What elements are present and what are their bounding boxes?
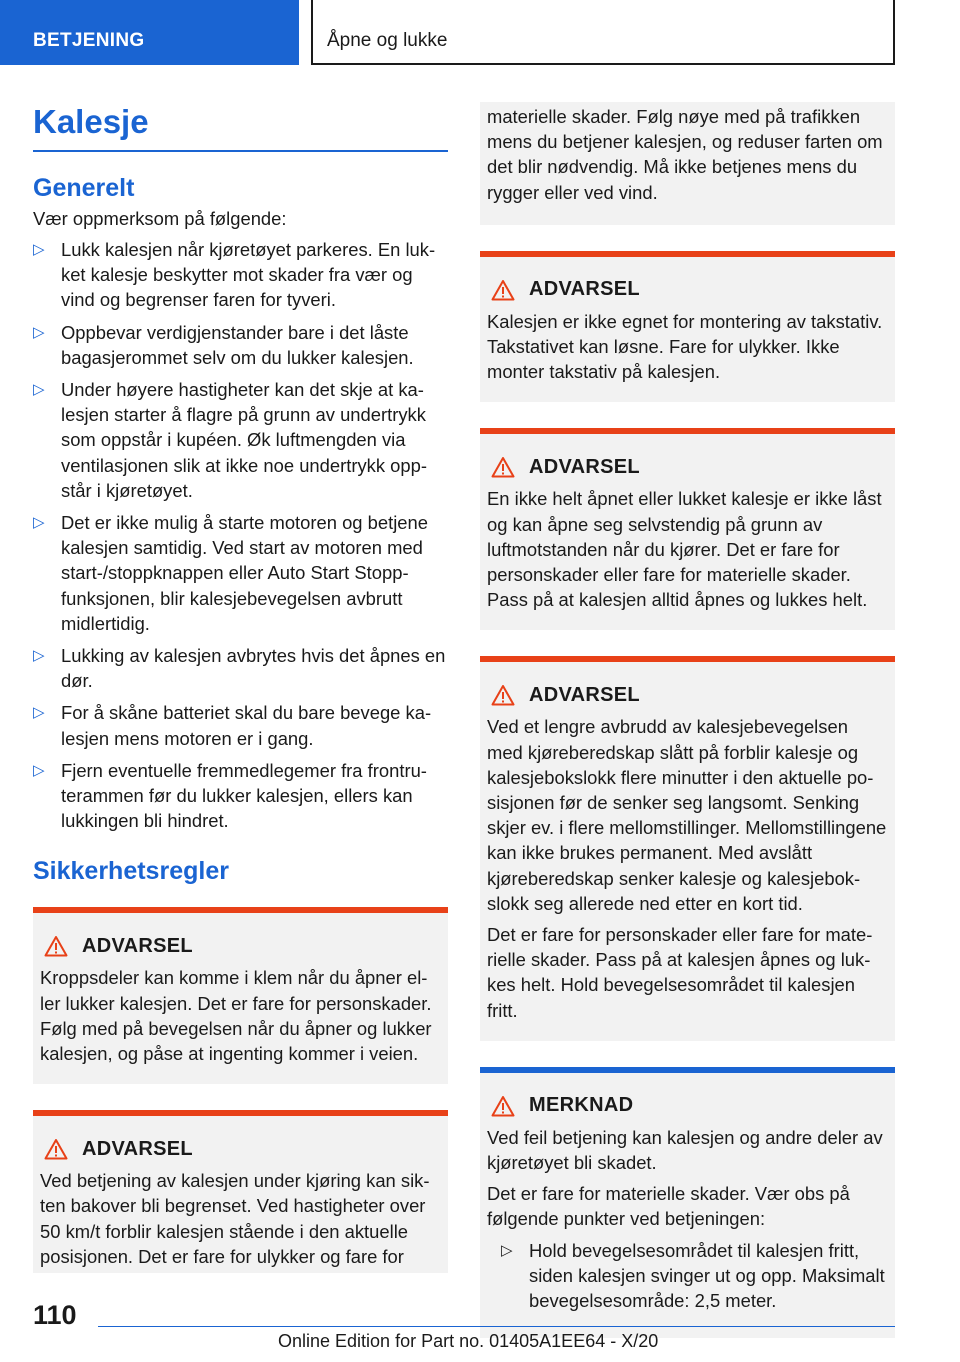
warning-label: ADVARSEL — [529, 683, 640, 706]
list-item: ▷ Fjern eventuelle fremmedlegemer fra frontruterammen før du lukker kalesjen, ellers kan lukkingen bli hindret. — [33, 759, 427, 832]
note-box — [480, 1067, 895, 1338]
warning-box — [480, 428, 895, 630]
warning-triangle-icon — [491, 279, 515, 301]
warning-label: ADVARSEL — [529, 455, 640, 478]
triangle-bullet-icon: ▷ — [33, 647, 45, 665]
warning-box — [480, 251, 895, 403]
note-label: MERKNAD — [529, 1094, 634, 1117]
list-item: ▷ Lukking av kalesjen avbrytes hvis det åpnes en dør. — [33, 645, 446, 692]
triangle-bullet-icon: ▷ — [33, 514, 45, 532]
page-title: Kalesje — [33, 100, 448, 152]
warning-text: Kroppsdeler kan komme i klem når du åpner eller lukker kalesjen. Det er fare for personskader. Følg med på bevegelsen når du åpner og lukker kalesjen, og påse at ingenting kommer i veien. — [40, 967, 432, 1065]
list-item: ▷ Lukk kalesjen når kjøretøyet parkeres. En lukket kalesje beskytter mot skader fra vær og vind og begrenser faren for tyveri. — [33, 239, 436, 311]
general-intro: Vær oppmerksom på følgende: — [33, 208, 287, 229]
warning-label: ADVARSEL — [82, 934, 193, 957]
triangle-bullet-icon: ▷ — [33, 381, 45, 399]
warning-text: materielle skader. Følg nøye med på trafikken mens du betjener kalesjen, og reduser farten om det blir nødvendig. Må ikke betjenes mens du rygger eller ved vind. — [487, 106, 883, 203]
warning-text: En ikke helt åpnet eller lukket kalesje er ikke låst og kan åpne seg selvstendig på grunn av luftmotstanden når du kjører. Det er fare for personskader eller fare for materielle skader. Pass på at kalesjen alltid åpnes og lukkes helt. — [487, 488, 882, 611]
list-item: ▷ Det er ikke mulig å starte motoren og betjene kalesjen samtidig. Ved start av motoren med start-/stoppknappen eller Auto Start Stopp-funksjonen, blir kalesjebevegelsen avbrutt midlertidig. — [33, 512, 428, 634]
triangle-bullet-icon: ▷ — [33, 241, 45, 258]
triangle-bullet-icon: ▷ — [501, 1241, 513, 1259]
triangle-bullet-icon: ▷ — [33, 704, 45, 722]
general-list — [33, 237, 448, 833]
section-tab — [0, 0, 299, 65]
section-label: BETJENING — [33, 30, 145, 51]
warning-box-continued — [480, 102, 895, 225]
general-heading: Generelt — [33, 174, 135, 202]
note-text: Ved feil betjening kan kalesjen og andre deler av kjøretøyet bli skadet. — [487, 1126, 883, 1174]
warning-triangle-icon — [44, 1138, 68, 1160]
footer-edition: Online Edition for Part no. 01405A1EE64 - X/20 — [278, 1331, 659, 1351]
left-column — [33, 100, 448, 1273]
list-item: ▷ Hold bevegelsesområdet til kalesjen fritt, siden kalesjen svinger ut og opp. Maksimalt bevegelsesområde: 2,5 meter. — [501, 1239, 885, 1312]
page-number: 110 — [33, 1300, 77, 1330]
warning-triangle-icon — [491, 1095, 515, 1117]
triangle-bullet-icon: ▷ — [33, 323, 45, 341]
warning-text: Kalesjen er ikke egnet for montering av takstativ. Takstativet kan løsne. Fare for ulykker. Ikke monter takstativ på kalesjen. — [487, 310, 883, 383]
chapter-label: Åpne og lukke — [327, 30, 448, 51]
warning-box — [33, 1110, 448, 1273]
warning-triangle-icon — [491, 684, 515, 706]
note-list — [487, 1238, 888, 1314]
warning-triangle-icon — [44, 935, 68, 957]
warning-text: Det er fare for personskader eller fare for materielle skader. Pass på at kalesjen åpnes og lukkes helt. Hold bevegelsesområdet til kalesjen fritt. — [487, 924, 873, 1021]
list-item: ▷ For å skåne batteriet skal du bare bevege kalesjen mens motoren er i gang. — [33, 702, 432, 749]
warning-label: ADVARSEL — [82, 1137, 193, 1160]
warning-box — [480, 656, 895, 1040]
warning-triangle-icon — [491, 456, 515, 478]
list-item: ▷ Oppbevar verdigjenstander bare i det låste bagasjerommet selv om du lukker kalesjen. — [33, 321, 414, 368]
warning-text: Ved betjening av kalesjen under kjøring kan sikten bakover bli begrenset. Ved hastigheter over 50 km/t forblir kalesjen stående i den aktuelle posisjonen. Det er fare for ulykker og fare for — [40, 1170, 430, 1267]
footer-divider — [98, 1326, 895, 1327]
right-column — [480, 102, 895, 1338]
note-text: Det er fare for materielle skader. Vær obs på følgende punkter ved betjeningen: — [487, 1183, 850, 1230]
warning-label: ADVARSEL — [529, 278, 640, 301]
chapter-tab — [311, 0, 895, 65]
warning-box — [33, 907, 448, 1084]
warning-text: Ved et lengre avbrudd av kalesjebevegelsen med kjøreberedskap slått på forblir kalesje og kalesjebokslokk flere minutter i den aktuelle posisjonen før de senker seg langsomt. Senking skjer ev. i flere mellomstillinger. Mellomstillingene kan ikke brukes permanent. Med avslått kjøreberedskap senker kalesje og kalesjebokslokk seg allerede ned etter en kort tid. — [487, 716, 887, 914]
safety-heading: Sikkerhetsregler — [33, 857, 229, 886]
triangle-bullet-icon: ▷ — [33, 761, 45, 779]
list-item: ▷ Under høyere hastigheter kan det skje at kalesjen starter å flagre på grunn av undertrykk som oppstår i kupéen. Øk luftmengden via ventilasjonen slik at ikke noe undertrykk oppstår i kjøretøyet. — [33, 379, 427, 501]
